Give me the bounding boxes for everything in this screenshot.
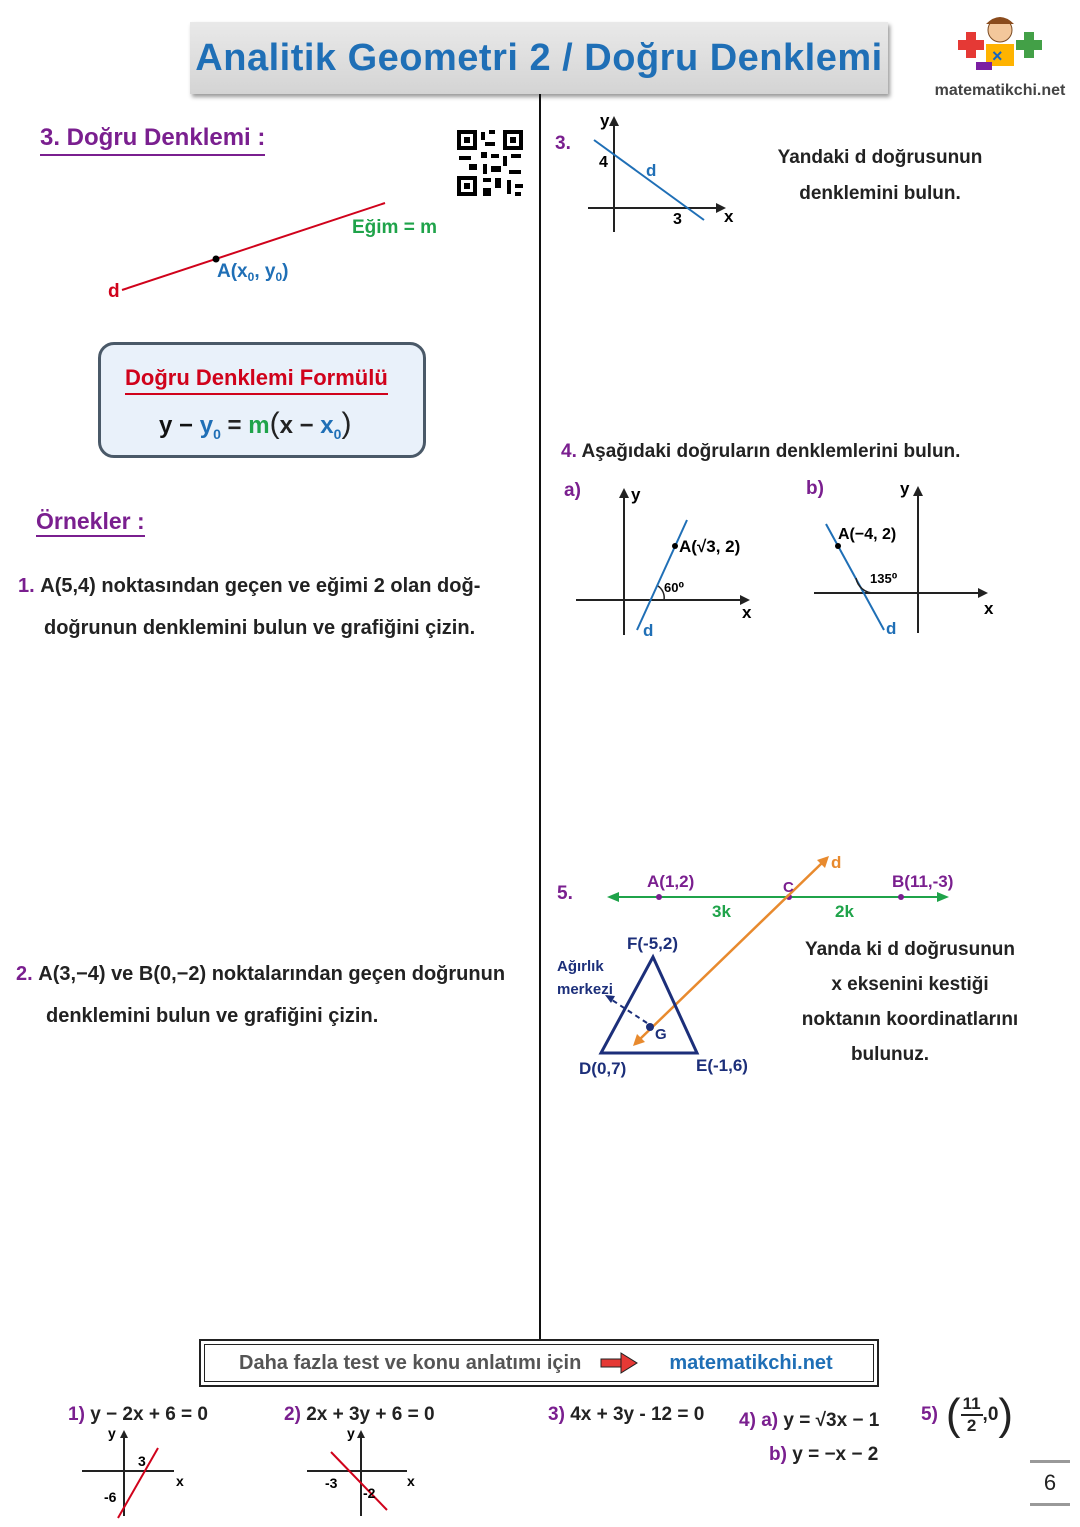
angle-label: 135⁰ <box>870 571 898 586</box>
site-name[interactable]: matematikchi.net <box>934 82 1066 99</box>
answer-3-number: 3) <box>548 1404 565 1425</box>
line-d-label: d <box>646 161 657 180</box>
x-label: x <box>742 603 752 622</box>
line-d-label: d <box>886 619 897 638</box>
y-label: y <box>600 112 610 130</box>
y-axis-arrow-icon <box>609 116 619 126</box>
answer-5-number: 5) <box>921 1404 938 1425</box>
answer-5-numerator: 11 <box>961 1394 983 1416</box>
answer-4a-label: a) <box>761 1410 779 1431</box>
answer-1-graph <box>78 1426 188 1521</box>
x-axis-arrow-icon <box>978 588 988 598</box>
answer-4b-label: b) <box>769 1444 787 1465</box>
question-2-line2: denklemini bulun ve grafiğini çizin. <box>46 1005 379 1027</box>
point-b-label: B(11,-3) <box>892 872 954 891</box>
y-label: y <box>108 1426 116 1441</box>
question-2-point-b: B(0,−2) <box>138 963 207 985</box>
question-2-point-a: A(3,−4) <box>38 963 106 985</box>
x-intercept-label: -3 <box>325 1475 338 1491</box>
question-4b-label: b) <box>806 478 824 499</box>
question-5-text <box>780 932 1040 1072</box>
answer-5-denominator: 2 <box>966 1416 977 1435</box>
question-1-point: A(5,4) <box>40 575 96 597</box>
question-4a-label: a) <box>564 480 581 501</box>
y-label: y <box>347 1426 355 1441</box>
answer-5 <box>921 1390 1013 1440</box>
answer-1-equation: y − 2x + 6 = 0 <box>90 1404 208 1425</box>
answer-5-fraction <box>961 1394 983 1436</box>
formula-title: Doğru Denklemi Formülü <box>125 365 388 395</box>
answer-3 <box>548 1404 704 1426</box>
page-number: 6 <box>1030 1460 1070 1506</box>
answer-line <box>331 1452 387 1510</box>
column-divider <box>539 94 541 1340</box>
question-4b-graph <box>808 478 1008 640</box>
point-b <box>898 894 904 900</box>
question-1-line1: noktasından geçen ve eğimi 2 olan doğ- <box>101 575 481 597</box>
site-logo <box>930 8 1070 100</box>
y-axis-arrow-icon <box>120 1430 128 1438</box>
point-a <box>656 894 662 900</box>
answer-4-number: 4) <box>739 1410 756 1431</box>
qr-code[interactable] <box>455 128 525 203</box>
answer-5-rest: ,0 <box>982 1404 999 1425</box>
point-g-label: G <box>655 1026 667 1043</box>
qr-code-icon <box>455 128 525 198</box>
point-a-label: $A(x_0$, $y_0$) <box>217 261 289 284</box>
answer-4b-equation: y = −x − 2 <box>792 1444 879 1465</box>
point-a <box>835 543 841 549</box>
red-arrow-icon <box>599 1352 639 1374</box>
question-2-number: 2. <box>16 963 33 985</box>
y-intercept-label: -6 <box>104 1489 117 1505</box>
question-3-graph <box>580 112 750 240</box>
y-axis-arrow-icon <box>619 488 629 498</box>
question-5-line4: bulunuz. <box>850 1044 930 1065</box>
formula-box <box>98 342 426 458</box>
question-2-line1: noktalarından geçen doğrunun <box>211 963 506 985</box>
triangle-def <box>601 957 697 1053</box>
ratio-3k-label: 3k <box>712 902 731 921</box>
x-intercept-label: 3 <box>138 1453 146 1469</box>
slope-label: Eğim = m <box>352 217 437 238</box>
answer-1-number: 1) <box>68 1404 85 1425</box>
question-5-line1: Yanda ki d doğrusunun <box>804 939 1016 960</box>
point-c-label: C <box>783 879 794 896</box>
question-2-ve: ve <box>111 963 134 985</box>
x-label: x <box>984 599 994 618</box>
question-5-line2: x eksenini kestiği <box>831 974 989 995</box>
question-3-text <box>760 140 1000 212</box>
footer-text: Daha fazla test ve konu anlatımı için <box>239 1351 582 1374</box>
ratio-2k-label: 2k <box>835 902 854 921</box>
question-1-number: 1. <box>18 575 35 597</box>
page-title: Analitik Geometri 2 / Doğru Denklemi <box>195 36 883 79</box>
question-2 <box>16 953 540 1037</box>
right-arrow-icon <box>937 892 949 902</box>
section-title: 3. Doğru Denklemi : <box>40 124 265 156</box>
question-4-text <box>561 441 960 463</box>
line-d-label: d <box>108 281 120 302</box>
point-f-label: F(-5,2) <box>627 934 678 953</box>
slope-line-figure <box>100 195 460 305</box>
question-1-line2: doğrunun denklemini bulun ve grafiğini çizin. <box>44 617 476 639</box>
answer-2-graph <box>303 1426 418 1521</box>
point-a <box>672 543 678 549</box>
formula-equation: $y - y_0 = m(x - x_0)$ <box>159 407 352 442</box>
point-e-label: E(-1,6) <box>696 1056 748 1075</box>
y-axis-arrow-icon <box>913 486 923 496</box>
question-1 <box>18 565 538 649</box>
answer-1 <box>68 1404 208 1426</box>
point-a-label: A(1,2) <box>647 872 695 891</box>
point-a-label: A(−4, 2) <box>838 526 897 543</box>
centroid-label-1: Ağırlık <box>557 958 604 975</box>
angle-label: 60⁰ <box>664 580 685 595</box>
footer-site-link[interactable]: matematikchi.net <box>669 1351 833 1374</box>
x-label: x <box>176 1473 184 1489</box>
answer-2 <box>284 1404 435 1426</box>
answer-3-equation: 4x + 3y - 12 = 0 <box>570 1404 705 1425</box>
answer-2-equation: 2x + 3y + 6 = 0 <box>306 1404 435 1425</box>
left-arrow-icon <box>607 892 619 902</box>
question-5-line3: noktanın koordinatlarını <box>801 1009 1019 1030</box>
footer-banner[interactable] <box>199 1339 879 1387</box>
y-intercept-label: 4 <box>599 154 608 171</box>
answer-5-open-paren: ( <box>945 1390 961 1439</box>
question-5-number: 5. <box>557 883 573 904</box>
y-intercept-label: -2 <box>363 1485 376 1501</box>
point-a-label: A(√3, 2) <box>679 537 741 556</box>
title-banner <box>190 22 888 94</box>
point-g <box>646 1023 654 1031</box>
question-4-number: 4. <box>561 441 577 462</box>
answer-2-number: 2) <box>284 1404 301 1425</box>
question-4-prompt: Aşağıdaki doğruların denklemlerini bulun. <box>581 441 961 462</box>
x-label: x <box>407 1473 415 1489</box>
question-3-line2: denklemini bulun. <box>799 183 961 204</box>
point-d-label: D(0,7) <box>579 1059 627 1078</box>
svg-text:×: × <box>992 46 1003 66</box>
line-d-label: d <box>643 621 654 640</box>
answer-4a-equation: y = √3x − 1 <box>783 1410 880 1431</box>
y-label: y <box>900 479 910 498</box>
examples-title: Örnekler : <box>36 508 145 537</box>
x-label: x <box>724 207 734 226</box>
y-axis-arrow-icon <box>357 1430 365 1438</box>
y-label: y <box>631 485 641 504</box>
line-d-label: d <box>831 853 842 872</box>
answer-5-close-paren: ) <box>998 1390 1014 1439</box>
question-4a-graph <box>572 480 767 642</box>
answer-4 <box>739 1404 879 1472</box>
x-intercept-label: 3 <box>673 211 682 228</box>
question-3-line1: Yandaki d doğrusunun <box>777 147 983 168</box>
centroid-label-2: merkezi <box>557 981 613 998</box>
question-3-number: 3. <box>555 133 571 154</box>
